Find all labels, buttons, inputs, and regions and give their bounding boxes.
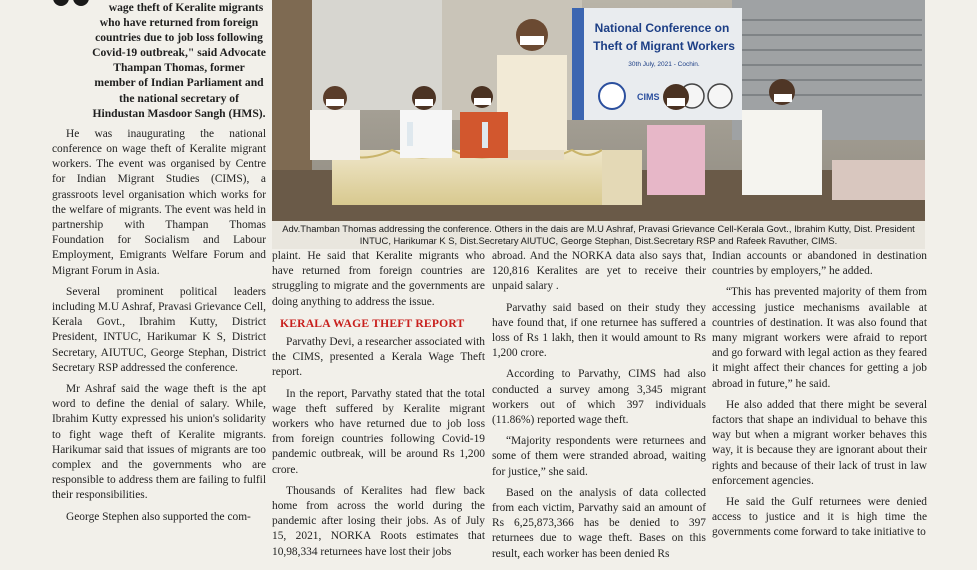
paragraph: Based on the analysis of data collected from each victim, Parvathy said an amount of Rs 6,25,873,366 has be denied to 397 returnees due to wage theft. Bases on this result, each worker has been denied Rs xyxy=(492,486,706,560)
banner-logo-text: CIMS xyxy=(637,92,660,102)
section-heading: KERALA WAGE THEFT REPORT xyxy=(280,316,465,330)
paragraph: “Majority respondents were returnees and some of them were stranded abroad, waiting for justice,” she said. xyxy=(492,435,706,478)
article-column-1 xyxy=(52,0,266,531)
paragraph: Several prominent political leaders including M.U Ashraf, Pravasi Grievance Cell, Kerala Govt., Ibrahim Kutty, District President, INTUC, Harikumar K S, District Secretary, AIUTUC, George Stephan, District Secretary RSP addressed the conference. xyxy=(52,285,266,374)
pull-quote: wage theft of Keralite migrants who have returned from foreign countries due to job loss following Covid-19 outbreak," said Advocate Thampan Thomas, former member of Indian Parliament and the national secretary of Hindustan Masdoor Sangh (HMS). xyxy=(92,1,266,120)
article-column-4 xyxy=(712,249,927,547)
banner-title-line1: National Conference on xyxy=(594,21,730,35)
banner-title-line2: Theft of Migrant Workers xyxy=(593,39,735,53)
paragraph: He said the Gulf returnees were denied access to justice and it is high time the governments come forward to take initiative to xyxy=(712,496,927,539)
conference-photo xyxy=(272,0,925,221)
paragraph: Mr Ashraf said the wage theft is the apt word to define the denial of salary. While, Ibrahim Kutty expressed his union's solidarity to fight wage theft of Keralite migrants. Harikumar said that issues of migrants are too complex and the governments who are responsible to address them are failing to fulfil their responsibilities. xyxy=(52,383,266,502)
paragraph: George Stephen also supported the com- xyxy=(66,510,251,523)
paragraph: Indian accounts or abandoned in destination countries by employers,” he added. xyxy=(712,250,927,278)
conference-photo-illustration xyxy=(272,0,925,221)
paragraph: plaint. He said that Keralite migrants who have returned from foreign countries are struggling to migrate and the governments are doing anything to address the issue. xyxy=(272,250,485,308)
paragraph: He also added that there might be several factors that shape an individual to behave this way but when a migrant worker behaves this way, it is because they are ignorant about their rights and because of their lack of trust in law enforcement agencies. xyxy=(712,398,927,487)
banner-date: 30th July, 2021 - Cochin. xyxy=(628,61,700,68)
photo-caption: Adv.Thamban Thomas addressing the conference. Others in the dais are M.U Ashraf, Pravasi Grievance Cell-Kerala Govt., Ibrahim Kutty, Dist. President INTUC, Harikumar K S, Dist.Secretary AIUTUC, George Stephan, Dist.Secretary RSP and Rafeek Ravuther, CIMS. xyxy=(272,221,925,249)
paragraph: abroad. And the NORKA data also says that, 120,816 Keralites are yet to receive their unpaid salary . xyxy=(492,250,706,293)
article-column-2 xyxy=(272,249,485,566)
paragraph: According to Parvathy, CIMS had also conducted a survey among 3,345 migrant workers out of which 397 individuals (11.86%) reported wage theft. xyxy=(492,368,706,427)
article-column-3 xyxy=(492,249,706,568)
paragraph: “This has prevented majority of them from accessing justice mechanisms available at countries of destination. It was also found that many migrant workers were afraid to report and go forward with legal action as they feared it might affect their chances for getting a job abroad in future,” he said. xyxy=(712,286,927,390)
paragraph: In the report, Parvathy stated that the total wage theft suffered by Keralite migrant workers who have returned due to job loss from foreign countries following Covid-19 pandemic outbreak, will be around Rs 1,200 crore. xyxy=(272,387,485,476)
paragraph: Thousands of Keralites had flew back home from across the world during the pandemic after losing their jobs. As of July 15, 2021, NORKA Roots estimates that 10,98,334 returnees have lost their jobs xyxy=(272,484,485,558)
paragraph: Parvathy said based on their study they have found that, if one returnee has suffered a loss of Rs 1 lakh, then it would amount to Rs 1,200 crore. xyxy=(492,301,706,360)
paragraph: He was inaugurating the national conference on wage theft of Keralite migrant workers. The event was organised by Centre for Indian Migrant Studies (CIMS), a grassroots level organisation which works for the welfare of migrants. The event was held in partnership with Thampan Thomas Foundation for Socialism and Labour Employment, Emigrants Welfare Forum and Migrant Forum in Asia. xyxy=(52,127,266,277)
paragraph: Parvathy Devi, a researcher associated with the CIMS, presented a Kerala Wage Theft report. xyxy=(272,336,485,379)
